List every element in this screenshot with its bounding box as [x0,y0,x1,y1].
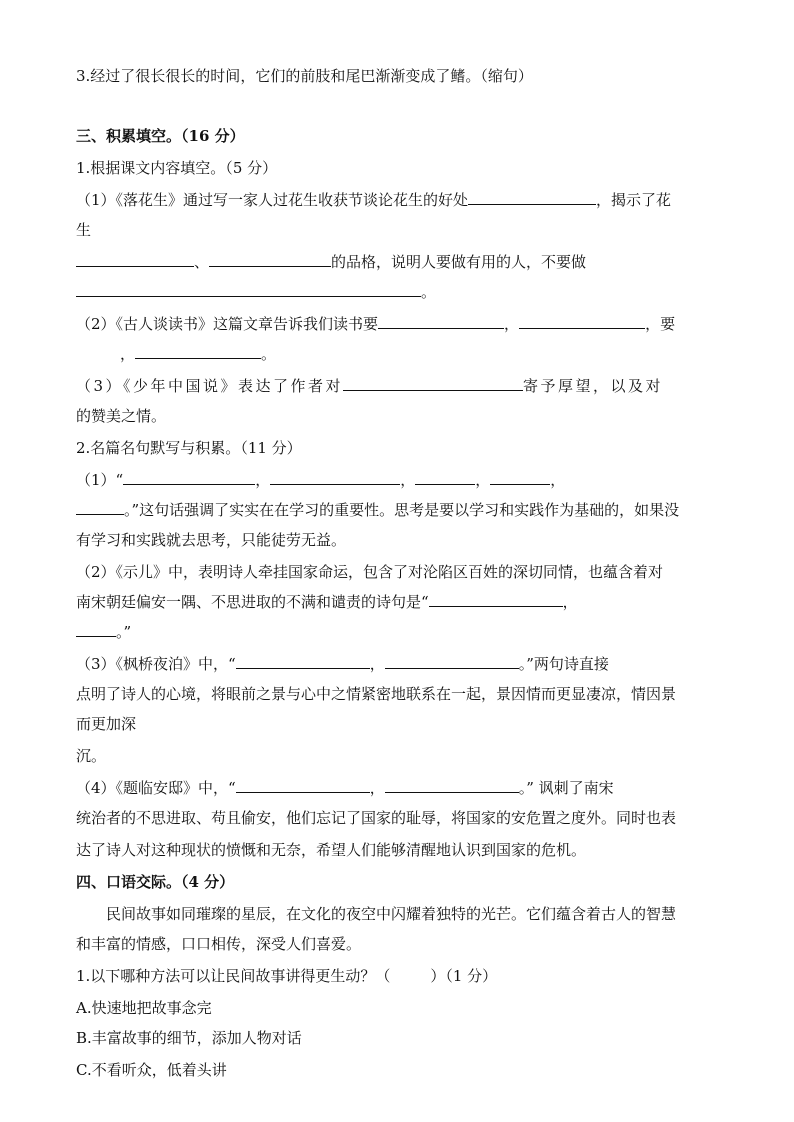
q2-2-line-3 [76,622,131,644]
comma: ， [550,471,566,489]
q2-4-text-b: ， [369,779,385,797]
comma: ， [255,471,271,489]
q1-2-text-a: （2）《古人谈读书》这篇文章告诉我们读书要 [76,315,379,333]
blank-line[interactable] [429,592,563,607]
blank-line[interactable] [123,470,255,485]
q2-2-line-2 [76,592,578,614]
q2-4-line-3: 达了诗人对这种现状的愤慨和无奈，希望人们能够清醒地认识到国家的危机。 [76,841,587,859]
option-b: B.丰富故事的细节，添加人物对话 [76,1029,302,1047]
q1-1-line-1 [76,190,671,212]
q2-1-line-2 [76,500,679,522]
q2-4-line-1 [76,778,614,800]
blank-line[interactable] [385,654,519,669]
q2-3-text-b: ， [369,655,385,673]
blank-line[interactable] [519,314,645,329]
blank-line[interactable] [415,470,475,485]
q1-1-text-e: 的品格，说明人要做有用的人，不要做 [331,253,587,271]
q1-2-text-e: 。 [261,345,277,363]
blank-line[interactable] [236,654,370,669]
q1-2-line-2 [120,344,276,366]
q2-1-text-a: （1）“ [76,471,124,489]
blank-line[interactable] [236,778,370,793]
blank-line[interactable] [270,470,400,485]
q1-2-line-1 [76,314,675,336]
q2-3-line-4: 沉。 [76,747,107,765]
q1-3-line-1 [76,376,663,398]
q1-text-b: ）（1 分） [430,967,498,985]
option-a: A.快速地把故事念完 [76,999,212,1017]
q2-1-line-1 [76,470,565,492]
blank-line[interactable] [76,252,194,267]
q2-2-text-c: ， [562,593,578,611]
q1-1-text-f: 。 [421,283,437,301]
q1-1-text-b: ，揭示了花 [596,191,672,209]
blank-line[interactable] [385,778,519,793]
q2-3-line-3: 而更加深 [76,715,137,733]
comma: ， [475,471,491,489]
section-3-q1-title: 1.根据课文内容填空。（5 分） [76,159,278,177]
q2-4-line-2: 统治者的不思进取、苟且偷安，他们忘记了国家的耻辱，将国家的安危置之度外。同时也表 [76,809,677,827]
q1-3-line-2: 的赞美之情。 [76,407,167,425]
blank-line[interactable] [378,314,504,329]
question-3-condense-sentence: 3.经过了很长很长的时间，它们的前肢和尾巴渐渐变成了鳍。（缩句） [76,67,533,85]
q2-3-text-c: 。”两句诗直接 [518,655,609,673]
blank-line[interactable] [135,344,261,359]
q1-text-a: 1.以下哪种方法可以让民间故事讲得更生动？（ [76,967,391,985]
q2-1-line-3: 有学习和实践就去思考，只能徒劳无益。 [76,531,347,549]
blank-line[interactable] [468,190,596,205]
q1-1-line-4 [76,282,436,304]
q1-1-line-3 [76,252,586,274]
section-3-q2-title: 2.名篇名句默写与积累。（11 分） [76,439,302,457]
q1-2-text-b: ， [504,315,520,333]
q1-2-text-d: ， [120,345,136,363]
q2-3-line-1 [76,654,609,676]
q2-2-text-b: 南宋朝廷偏安一隅、不思进取的不满和谴责的诗句是“ [76,593,429,611]
q2-2-text-d: 。” [116,623,132,641]
blank-line[interactable] [343,376,523,391]
option-c: C.不看听众，低着头讲 [76,1061,227,1079]
section-4-heading: 四、口语交际。（4 分） [76,873,235,891]
blank-line[interactable] [76,622,116,637]
blank-line[interactable] [76,500,124,515]
section-3-heading: 三、积累填空。（16 分） [76,127,245,145]
section-4-q1 [76,966,497,988]
q1-2-text-c: ，要 [645,315,676,333]
section-4-paragraph-line-2: 和丰富的情感，口口相传，深受人们喜爱。 [76,935,362,953]
blank-line[interactable] [209,252,331,267]
q2-3-line-2: 点明了诗人的心境，将眼前之景与心中之情紧密地联系在一起，景因情而更显凄凉，情因景 [76,685,677,703]
blank-line[interactable] [76,282,421,297]
section-4-paragraph-line-1: 民间故事如同璀璨的星辰，在文化的夜空中闪耀着独特的光芒。它们蕴含着古人的智慧 [106,905,677,923]
q1-3-text-b: 寄予厚望，以及对 [523,377,664,395]
q2-1-text-b: 。”这句话强调了实实在在学习的重要性。思考是要以学习和实践作为基础的，如果没 [124,501,680,519]
q2-3-text-a: （3）《枫桥夜泊》中，“ [76,655,236,673]
comma: ， [400,471,416,489]
q1-1-text-d: 、 [194,253,210,271]
q2-2-line-1: （2）《示儿》中，表明诗人牵挂国家命运，包含了对沦陷区百姓的深切同情，也蕴含着对 [76,563,664,581]
q2-4-text-c: 。” 讽刺了南宋 [518,779,614,797]
q1-1-line-2: 生 [76,221,92,239]
q1-3-text-a: （3）《少年中国说》表达了作者对 [76,377,344,395]
q1-1-text-a: （1）《落花生》通过写一家人过花生收获节谈论花生的好处 [76,191,469,209]
blank-line[interactable] [490,470,550,485]
q2-4-text-a: （4）《题临安邸》中，“ [76,779,236,797]
